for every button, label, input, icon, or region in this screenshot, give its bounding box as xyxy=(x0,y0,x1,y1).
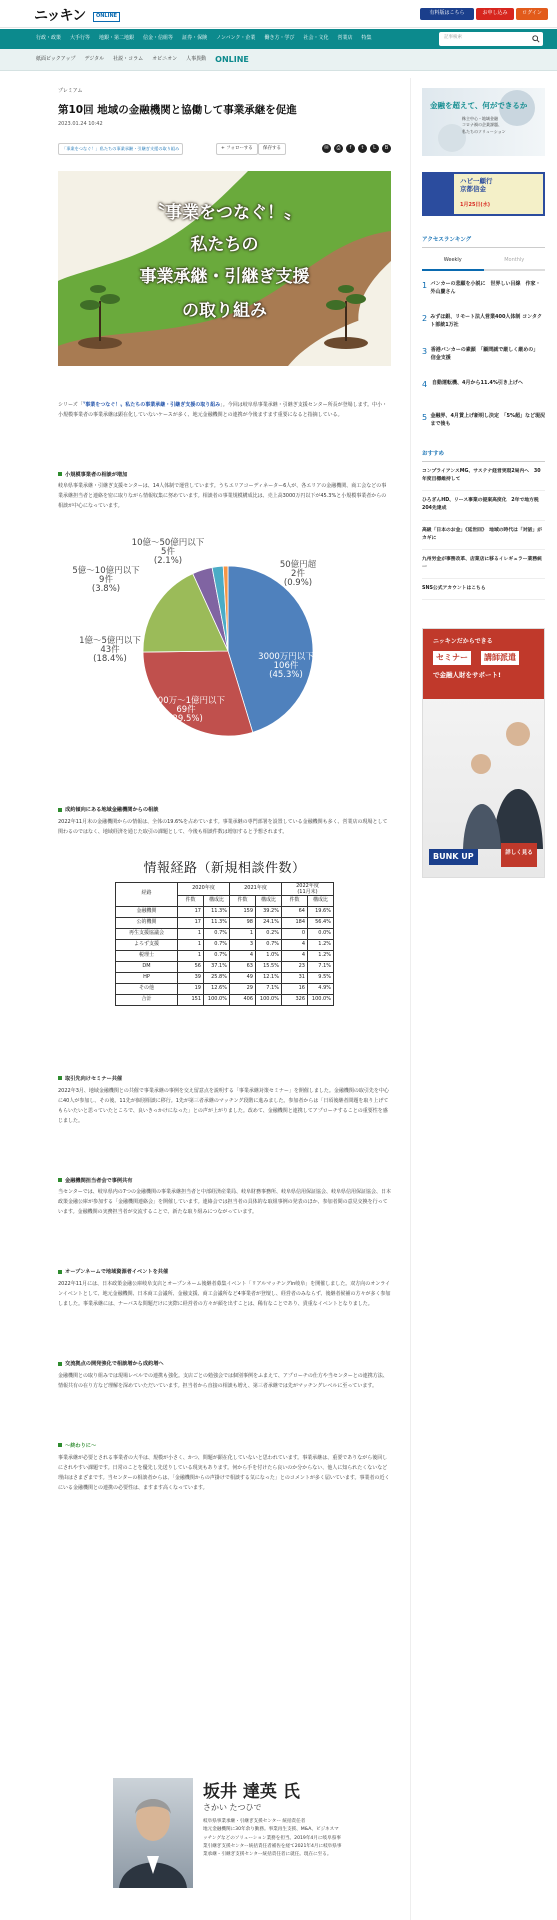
pie-label: (0.9%) xyxy=(283,578,313,589)
sub-nav xyxy=(0,49,557,71)
table-cell: 0.2% xyxy=(256,928,282,939)
ad-banner-3-seminar: セミナー xyxy=(433,651,471,665)
ranking-number: 2 xyxy=(422,313,428,323)
pie-label: 50億円超 xyxy=(279,560,317,571)
table-cell: 37.1% xyxy=(204,961,230,972)
table-row xyxy=(116,972,334,983)
article-date: 2023.01.24 10:42 xyxy=(58,121,103,128)
table-cell: 63 xyxy=(230,961,256,972)
table-header: 2021年度 xyxy=(230,882,282,895)
pie-label: 5件 xyxy=(161,547,175,558)
table-cell: 11.3% xyxy=(204,906,230,917)
nav-item[interactable]: 証券・保険 xyxy=(182,35,208,42)
table-subheader: 構成比 xyxy=(308,895,334,906)
table-row xyxy=(116,928,334,939)
pie-chart xyxy=(58,533,391,783)
ranking-item-title: 香港バンカーの素顔 「顧問誠で厳しく厳めの」 信金支援 xyxy=(430,346,541,362)
table-cell: 1.2% xyxy=(308,939,334,950)
sub-nav-item[interactable]: 紙面ピックアップ xyxy=(36,55,76,62)
ranking-number: 4 xyxy=(422,379,428,389)
section-body-6: 金融機関との取り組みでは現場レベルでの連携も強化。支店ごとの勉強会では個別事例をふまえて、アプローチの仕方や当センターとの連携方法、情報共有の在り方など理解を深めていただいています。担当者から直接の相談も増え、第三者承継では先がマッチングレベルに至っています。 xyxy=(58,1372,388,1389)
pie-label: (29.5%) xyxy=(169,714,203,725)
print-icon[interactable]: ⎙ xyxy=(334,144,343,153)
login-button[interactable]: ログイン xyxy=(516,8,548,20)
hero-text-line4: の取り組み xyxy=(182,300,267,321)
ad-banner-2-graphic xyxy=(424,174,454,214)
ad-banner-2-date: 1月25日(水) xyxy=(460,202,491,208)
table-subheader: 構成比 xyxy=(204,895,230,906)
info-route-table xyxy=(115,882,334,1006)
ranking-item-title: 金融界、4月賃上げ新明し決定 「5%超」など現況まで後も xyxy=(430,412,545,428)
table-cell: 7.1% xyxy=(256,983,282,994)
ad-banner-3-line3: で金融人財をサポート! xyxy=(433,671,501,680)
table-cell: 0.7% xyxy=(204,939,230,950)
site-header xyxy=(0,0,557,28)
ranking-item[interactable] xyxy=(422,412,545,436)
twitter-icon[interactable]: t xyxy=(358,144,367,153)
table-subheader: 構成比 xyxy=(256,895,282,906)
table-cell: 12.6% xyxy=(204,983,230,994)
table-cell: 4 xyxy=(282,950,308,961)
article-title: 第10回 地域の金融機関と協働して事業承継を促進 xyxy=(58,103,297,116)
table-cell: 100.0% xyxy=(256,994,282,1005)
table-cell: 0.7% xyxy=(204,950,230,961)
nav-item[interactable]: 大手行等 xyxy=(70,35,91,42)
section-body-5: 2022年11月には、日本政策金融公庫岐阜支店とオープンネーム後継者募集イベント「リアルマッチングin岐阜」を開催しました。双方向のオンラインイベントとして、地元金融機関、日本商工会議所、金融支援、商工会議所など4事業者が登壇し、経営者のみならず、後継者候補の方々が多く参加しました。事業承継には、ナーバスな問題だけに実際に経営者の方々が顔を出すことは、稀有なことであり、貴重なイベントとなりました。 xyxy=(58,1281,391,1308)
nav-item[interactable]: 社会・文化 xyxy=(303,35,329,42)
section-body-2: 2022年11月末の金融機関からの情報は、全体の19.6%を占めています。事業承継の専門部署を設置している金融機関も多く、営業店の現場として関わるのではなく、地域経済を通じた取引の課題として、今後も相談件数は増加すると予想されます。 xyxy=(58,819,388,836)
recommend-list xyxy=(422,462,545,600)
table-header: 2022年度 (11月末) xyxy=(282,882,334,895)
section-heading-2: 成約傾向にある地域金融機関からの相談 xyxy=(58,807,391,815)
section-heading-3: 取引先向けセミナー共催 xyxy=(58,1076,391,1084)
pie-label: 3000万～1億円以下 xyxy=(146,696,226,707)
ad-banner-1[interactable] xyxy=(422,88,545,156)
recommend-item[interactable]: 九州労金が事務改革、店業店に移るイレギュラー業務統一 xyxy=(422,550,545,579)
table-cell: 25.8% xyxy=(204,972,230,983)
table-cell: 29 xyxy=(230,983,256,994)
search-input[interactable] xyxy=(439,32,543,46)
facebook-icon[interactable]: f xyxy=(346,144,355,153)
site-logo[interactable]: ニッキン xyxy=(34,8,86,24)
hero-text-line1: 〝事業をつなぐ！〟 xyxy=(148,202,301,223)
table-cell: 4.9% xyxy=(308,983,334,994)
author-bio: 岐阜県事業承継・引継ぎ支援センター 統括責任者 地元金融機関に30年余り勤務。事業再生支援、M&A、ビジネスマッチングなどのソリューション業務を担当。2019年4月に岐阜県事業引継ぎ支援センター統括責任者補佐を経て2021年4月に岐阜県事業承継・引継ぎ支援センター統括責任者に就任。現在に至る。 xyxy=(203,1819,342,1858)
pie-label: 5億～10億円以下 xyxy=(72,566,140,577)
pie-label: (3.8%) xyxy=(91,584,121,595)
table-cell: 39.2% xyxy=(256,906,282,917)
nav-item[interactable]: 営業店 xyxy=(337,35,353,42)
pie-label: 69件 xyxy=(176,705,196,716)
premium-label: プレミアム xyxy=(58,88,83,94)
sidebar xyxy=(422,88,545,878)
pie-label: 2件 xyxy=(291,569,305,580)
table-cell: 0 xyxy=(282,928,308,939)
ranking-title: アクセスランキング xyxy=(422,236,545,248)
table-cell: 17 xyxy=(178,906,204,917)
table-cell: 56 xyxy=(178,961,204,972)
table-cell: 19 xyxy=(178,983,204,994)
recommend-item[interactable]: コンプライアンスMG、サステナ経営実現2局内へ 30年度目標維持して xyxy=(422,462,545,491)
table-cell: 公的機関 xyxy=(116,917,178,928)
author-photo xyxy=(113,1778,193,1888)
pie-label: 106件 xyxy=(273,661,299,672)
table-cell: 406 xyxy=(230,994,256,1005)
sapling-illustration-right xyxy=(316,271,376,351)
share-icons xyxy=(322,144,391,153)
nav-item[interactable]: 働き方・学び xyxy=(264,35,295,42)
sub-nav-item[interactable]: 人事異動 xyxy=(186,55,207,62)
table-cell: 98 xyxy=(230,917,256,928)
pie-label: 43件 xyxy=(100,645,120,656)
series-tag[interactable]: 「事業をつなぐ！」私たちの事業承継・引継ぎ支援の取り組み xyxy=(58,143,183,155)
section-heading-6: 交流拠点の開発強化で相談増から成約増へ xyxy=(58,1361,391,1369)
table-cell: 11.3% xyxy=(204,917,230,928)
table-cell: 184 xyxy=(282,917,308,928)
intro-paragraph xyxy=(58,400,391,420)
pie-label: (18.4%) xyxy=(93,654,127,665)
pie-label: 9件 xyxy=(99,575,113,586)
ranking-number: 1 xyxy=(422,280,428,290)
pie-label: (45.3%) xyxy=(269,670,303,681)
ranking-item[interactable] xyxy=(422,346,545,370)
table-cell: 1 xyxy=(230,928,256,939)
table-cell: 9.5% xyxy=(308,972,334,983)
hero-image xyxy=(58,171,391,366)
ad-banner-1-title: 金融を超えて、何ができるか xyxy=(430,101,528,110)
save-button[interactable]: 保存する xyxy=(258,143,286,156)
recommend-item[interactable]: SNS公式アカウントはこちら xyxy=(422,579,545,600)
table-row xyxy=(116,961,334,972)
ranking-item-title: バンカーの悲願を小説に 世界しい目線 作家・外山慶さん xyxy=(430,280,541,296)
recommend-item[interactable]: 高級「日本のお金」《延世回》 地域の時代は「対話」がカギに xyxy=(422,521,545,550)
follow-button[interactable]: + フォローする xyxy=(216,143,258,156)
table-cell: 159 xyxy=(230,906,256,917)
table-cell: 再生支援協議会 xyxy=(116,928,178,939)
table-cell: 326 xyxy=(282,994,308,1005)
series-link[interactable]: 〝事業をつなぐ！〟私たちの事業承継・引継ぎ支援の取り組み xyxy=(82,401,221,408)
ad-banner-3-brand: BUNK UP xyxy=(429,849,478,865)
column-divider xyxy=(410,78,411,1920)
table-row xyxy=(116,950,334,961)
ranking-number: 5 xyxy=(422,412,428,422)
apply-button[interactable]: お申し込み xyxy=(476,8,514,20)
table-cell: 1 xyxy=(178,939,204,950)
ad-banner-2-title: ハピ一顧行 京都信金 xyxy=(460,177,493,193)
table-cell: 合計 xyxy=(116,994,178,1005)
article xyxy=(58,88,391,1493)
nav-item[interactable]: 特集 xyxy=(361,35,372,42)
table-cell: その他 xyxy=(116,983,178,994)
article-meta-row xyxy=(58,143,391,157)
mail-share-icon[interactable]: ✉ xyxy=(322,144,331,153)
table-header: 経路 xyxy=(116,882,178,906)
ranking-number: 3 xyxy=(422,346,428,356)
pie-label: 10億～50億円以下 xyxy=(131,538,205,549)
recommend-item[interactable]: ひろぎんHD、リース事業の提案高度化 2年で地方税204先達成 xyxy=(422,491,545,520)
table-cell: 4 xyxy=(230,950,256,961)
tab-weekly[interactable]: Weekly xyxy=(422,253,484,271)
table-cell: 24.1% xyxy=(256,917,282,928)
section-body-4: 当センターでは、岐阜県内の7つの金融機関の事業承継担当者と中部経済産業局、岐阜財務事務所、岐阜県信用保証協会、岐阜県信用保証協会、日本政策金融公庫が参加する「金融機関連絡会」を開催しています。連絡会では担当者の具体的な取組事例の発表のほか、参加者間の意見交換を行っています。金融機関の実務担当者が交流することで、新たな取り組みにつながっています。 xyxy=(58,1189,391,1216)
table-cell: HP xyxy=(116,972,178,983)
nav-item[interactable]: 信金・信組等 xyxy=(143,35,174,42)
pie-label: 1億～5億円以下 xyxy=(79,636,141,647)
tab-monthly[interactable]: Monthly xyxy=(484,253,546,271)
closing-body: 事業承継が必要とされる事業者の大半は、規模が小さく、かつ、問題が顕在化していないと思われています。事業承継は、重要でありながら後回しにされやすい課題です。日常のことを優先し先送りしている現実もあります。何から手を付けたら良いのか分からない、他人に知られたくないなど理由はさまざまです。当センターの相談者からは、「金融機関からの声掛けで相談する気になった」とのコメントが多く届いています。事業者の近くにいる金融機関との連携の必要性は、ますます高くなっています。 xyxy=(58,1454,390,1491)
ranking-list xyxy=(422,280,545,436)
table-subheader: 件数 xyxy=(178,895,204,906)
table-cell: 7.1% xyxy=(308,961,334,972)
table-row xyxy=(116,917,334,928)
table-cell: 税理士 xyxy=(116,950,178,961)
author-name: 坂井 達英 氏 xyxy=(203,1782,300,1802)
table-cell: 64 xyxy=(282,906,308,917)
search-icon[interactable] xyxy=(532,35,540,43)
sapling-illustration-left xyxy=(70,271,130,351)
table-cell: DM xyxy=(116,961,178,972)
section-body-3: 2022年3月、地域金融機関との共催で事業承継の事例を交え留意点を説明する「事業承継対策セミナー」を開催しました。金融機関の取引先を中心に40人が参加し、その後、11先が個別相談に移行。1先が第三者承継のマッチング段階に進みました。参加者からは「日頃後継者問題を取り上げてもらいたいと思っていたところで、良いきっかけになった」との声が上がりました。改めて、金融機関と連携してアプローチすることの重要性を感じました。 xyxy=(58,1087,389,1124)
ad-banner-3-people xyxy=(463,709,543,849)
ad-banner-3-head: ニッキンだからできる xyxy=(433,638,493,646)
table-cell: 0.0% xyxy=(308,928,334,939)
table-cell: 49 xyxy=(230,972,256,983)
table-cell: 1.0% xyxy=(256,950,282,961)
hero-text-line2: 私たちの xyxy=(190,234,259,255)
table-subheader: 件数 xyxy=(230,895,256,906)
pie-label: (2.1%) xyxy=(153,556,183,567)
intro-text: 」。今回は岐阜県事業承継・引継ぎ支援センター所長が登場します。中小・小規模事業者の事業承継は顕在化していないケースが多く、地元金融機関との連携が今後ますます重要になると指摘している。 xyxy=(58,401,388,418)
ranking-item-title: 自動運転機、4月から11.4%引き上げへ xyxy=(432,379,523,386)
ranking-item-title: みずほ銀、リモート法人営業400人体制 コンタクト部統1万社 xyxy=(430,313,542,329)
ad-banner-3-more-button[interactable]: 詳しく見る xyxy=(501,843,537,867)
table-cell: 金融機関 xyxy=(116,906,178,917)
nav-item[interactable]: 地銀・第二地銀 xyxy=(99,35,135,42)
nav-item[interactable]: 行政・政策 xyxy=(36,35,62,42)
table-cell: 31 xyxy=(282,972,308,983)
table-cell: 3 xyxy=(230,939,256,950)
section-heading-4: 金融機関担当者会で事例共有 xyxy=(58,1178,391,1186)
author-portrait xyxy=(113,1778,193,1888)
sub-nav-item[interactable]: オピニオン xyxy=(152,55,178,62)
table-cell: 16 xyxy=(282,983,308,994)
ad-banner-3[interactable] xyxy=(422,628,545,878)
sub-nav-item[interactable]: 社説・コラム xyxy=(113,55,144,62)
logo-badge: ONLINE xyxy=(93,12,120,22)
pie-chart-svg xyxy=(58,533,391,783)
table-row xyxy=(116,939,334,950)
table-cell: 1 xyxy=(178,950,204,961)
table-title: 情報経路（新規相談件数） xyxy=(143,861,306,877)
ad-banner-1-sub: 株主中心・地域金融 コロナ禍の企業課題、 私たちのソリューション xyxy=(462,116,506,134)
paid-version-button[interactable]: 有料版はこちら xyxy=(420,8,474,20)
table-cell: 19.6% xyxy=(308,906,334,917)
table-cell: 12.1% xyxy=(256,972,282,983)
closing-heading: ～終わりに～ xyxy=(58,1443,391,1451)
intro-prefix: シリーズ「 xyxy=(58,401,83,408)
table-row xyxy=(116,994,334,1005)
table-cell: 100.0% xyxy=(204,994,230,1005)
line-icon[interactable]: L xyxy=(370,144,379,153)
table-subheader: 件数 xyxy=(282,895,308,906)
table-cell: 1.2% xyxy=(308,950,334,961)
search-placeholder: 記事検索 xyxy=(444,35,462,40)
nav-item[interactable]: ノンバンク・企業 xyxy=(216,35,256,42)
section-heading-5: オープンネームで地域資源者イベントを共催 xyxy=(58,1269,391,1277)
table-cell: よろず支援 xyxy=(116,939,178,950)
main-nav xyxy=(0,29,557,49)
section-heading-1: 小規模事業者の相談が増加 xyxy=(58,472,391,480)
table-row xyxy=(116,983,334,994)
ranking-item[interactable] xyxy=(422,379,545,403)
author-profile xyxy=(113,1778,393,1890)
table-cell: 100.0% xyxy=(308,994,334,1005)
table-cell: 17 xyxy=(178,917,204,928)
sub-nav-item[interactable]: デジタル xyxy=(84,55,105,62)
ranking-tabs xyxy=(422,253,545,271)
section-body-1: 岐阜県事業承継・引継ぎ支援センターは、14人体制で運営しています。うちエリアコーディネーター6人が、各エリアの金融機関、商工会などの事業承継担当者と連絡を密に取りながら情報収集に努めています。相談者の事業規模構成比は、売上高3000万円以下が45.3%と小規模事業者からの相談が中心になっています。 xyxy=(58,483,387,510)
table-cell: 39 xyxy=(178,972,204,983)
recommend-title: おすすめ xyxy=(422,450,545,462)
ranking-item[interactable] xyxy=(422,313,545,337)
pie-label: 3000万円以下 xyxy=(258,652,314,663)
table-cell: 15.5% xyxy=(256,961,282,972)
table-cell: 0.7% xyxy=(204,928,230,939)
table-cell: 1 xyxy=(178,928,204,939)
table-cell: 23 xyxy=(282,961,308,972)
ad-banner-3-lecturer: 講師派遣 xyxy=(481,651,519,665)
hatena-icon[interactable]: B xyxy=(382,144,391,153)
table-cell: 56.4% xyxy=(308,917,334,928)
table-cell: 151 xyxy=(178,994,204,1005)
ranking-item[interactable] xyxy=(422,280,545,304)
table-header: 2020年度 xyxy=(178,882,230,895)
nav-online-logo[interactable]: ONLINE xyxy=(215,54,249,64)
author-kana: さかい たつひで xyxy=(203,1803,262,1812)
table-cell: 0.7% xyxy=(256,939,282,950)
table-cell: 4 xyxy=(282,939,308,950)
table-row xyxy=(116,906,334,917)
hero-text-line3: 事業承継・引継ぎ支援 xyxy=(139,266,310,287)
ad-banner-2[interactable] xyxy=(422,172,545,216)
